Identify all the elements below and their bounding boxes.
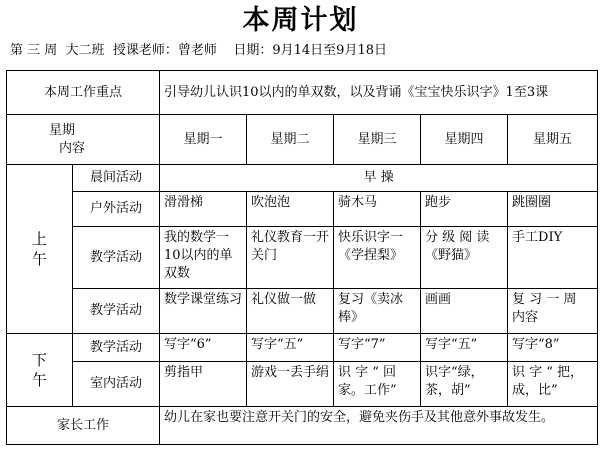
table-row [7,362,598,407]
class-name: 大二班 [65,43,105,58]
table-row [7,165,598,192]
parent-text: 幼儿在家也要注意开关门的安全，避免夹伤手及其他意外事故发生。 [160,407,598,445]
teacher-name: 授课老师：曾老师 [112,43,217,58]
header-row [7,115,598,165]
table-row [7,289,598,334]
schedule-cell: 快乐识字一《学捏梨》 [334,227,421,289]
week-number: 第 三 周 [10,43,58,58]
schedule-cell: 写字“7” [334,334,421,362]
activity-label: 晨间活动 [73,165,160,192]
afternoon-label: 下 午 [7,334,73,407]
schedule-cell: 滑滑梯 [160,192,247,227]
schedule-cell: 写字“6” [160,334,247,362]
schedule-cell: 剪指甲 [160,362,247,407]
parent-row [7,407,598,445]
table-row [7,334,598,362]
schedule-cell: 骑木马 [334,192,421,227]
activity-label: 户外活动 [73,192,160,227]
schedule-cell: 游戏一丢手绢 [247,362,334,407]
schedule-cell: 写字“8” [508,334,598,362]
day-wednesday: 星期三 [334,115,421,165]
schedule-cell: 礼仪做一做 [247,289,334,334]
header-corner [7,115,160,165]
schedule-cell: 识字“绿，茶，胡” [421,362,508,407]
parent-label: 家长工作 [7,407,160,445]
day-monday: 星期一 [160,115,247,165]
activity-label: 室内活动 [73,362,160,407]
morning-exercise: 早 操 [160,165,598,192]
schedule-cell: 写字“五” [247,334,334,362]
activity-label: 教学活动 [73,227,160,289]
schedule-cell: 识 字 “ 回家。工作” [334,362,421,407]
focus-row [7,71,598,115]
plan-meta [10,42,387,60]
morning-label: 上 午 [7,165,73,334]
day-friday: 星期五 [508,115,598,165]
corner-weekday: 星期 [49,122,76,138]
focus-label: 本周工作重点 [7,71,160,115]
schedule-cell: 跑步 [421,192,508,227]
schedule-cell: 我的数学一10以内的单双数 [160,227,247,289]
schedule-cell: 复 习 一 周 内容 [508,289,598,334]
schedule-cell: 分 级 阅 读《野猫》 [421,227,508,289]
schedule-cell: 画画 [421,289,508,334]
schedule-cell: 写字“五” [421,334,508,362]
activity-label: 教学活动 [73,289,160,334]
date-range: 日期：9月14日至9月18日 [233,43,387,58]
schedule-cell: 礼仪教育一开关门 [247,227,334,289]
schedule-cell: 复习《卖冰棒》 [334,289,421,334]
schedule-cell: 跳圈圈 [508,192,598,227]
schedule-cell: 吹泡泡 [247,192,334,227]
schedule-cell: 识 字 “ 把，成，比” [508,362,598,407]
schedule-table [6,70,598,445]
day-tuesday: 星期二 [247,115,334,165]
day-thursday: 星期四 [421,115,508,165]
schedule-cell: 手工DIY [508,227,598,289]
corner-content: 内容 [59,140,86,156]
schedule-cell: 数学课堂练习 [160,289,247,334]
table-row [7,227,598,289]
activity-label: 教学活动 [73,334,160,362]
focus-text: 引导幼儿认识10以内的单双数，以及背诵《宝宝快乐识字》1至3课 [160,71,598,115]
page-title: 本周计划 [242,5,359,36]
table-row [7,192,598,227]
